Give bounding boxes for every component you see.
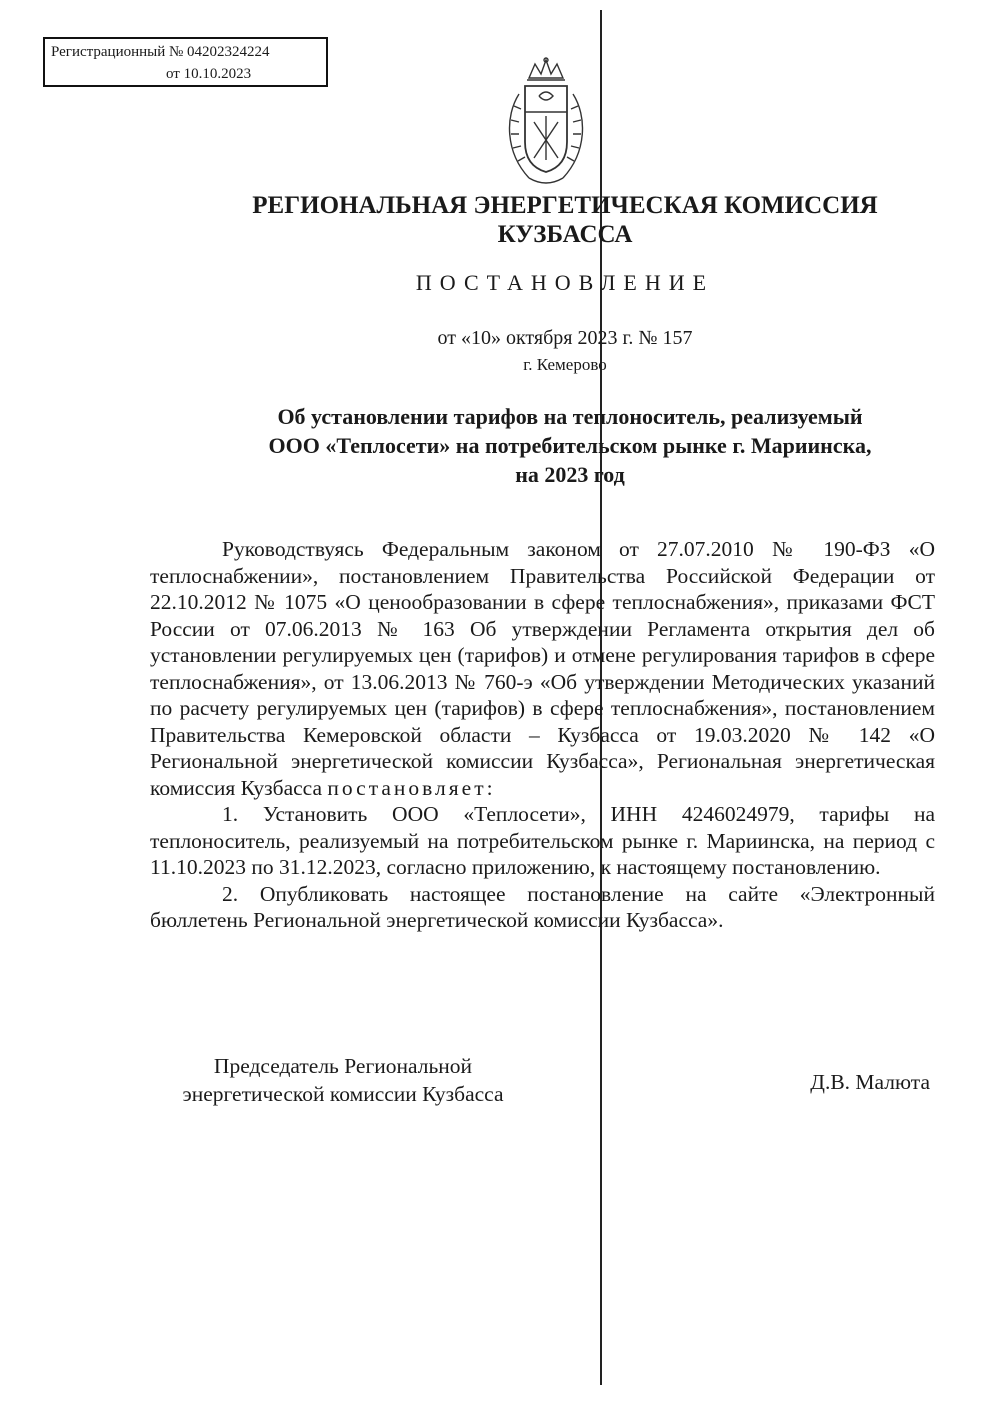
item-2-paragraph: 2. Опубликовать настоящее постановление на сайте «Электронный бюллетень Региональной энергетической комиссии Кузбасса». bbox=[150, 881, 935, 932]
resolves-word: постановляет: bbox=[327, 775, 496, 800]
signer-name: Д.В. Малюта bbox=[810, 1070, 930, 1094]
document-body bbox=[150, 536, 935, 934]
subject-line2: ООО «Теплосети» на потребительском рынке г. Мариинска, bbox=[268, 433, 872, 458]
organization-title-line1: РЕГИОНАЛЬНАЯ ЭНЕРГЕТИЧЕСКАЯ КОМИССИЯ bbox=[252, 192, 878, 219]
signer-position-line1: Председатель Региональной bbox=[213, 1054, 473, 1078]
document-type: ПОСТАНОВЛЕНИЕ bbox=[415, 270, 715, 295]
item-1-paragraph: 1. Установить ООО «Теплосети», ИНН 4246024979, тарифы на теплоноситель, реализуемый на потребительском рынке г. Мариинска, на период с 11.10.2023 по 31.12.2023, согласно приложению, к настоящему постановлению. bbox=[150, 802, 935, 879]
registration-number: Регистрационный № 04202324224 bbox=[51, 44, 270, 60]
subject-line1: Об установлении тарифов на теплоноситель, реализуемый bbox=[277, 404, 863, 429]
document-subject bbox=[210, 402, 930, 489]
document-city: г. Кемерово bbox=[523, 355, 607, 374]
registration-date: от 10.10.2023 bbox=[166, 66, 252, 82]
organization-title bbox=[230, 191, 900, 249]
preamble-paragraph bbox=[150, 536, 935, 801]
signer-position-line2: энергетической комиссии Кузбасса bbox=[182, 1082, 504, 1106]
coat-of-arms-icon bbox=[499, 56, 593, 190]
subject-line3: на 2023 год bbox=[515, 462, 625, 487]
document-date-number: от «10» октября 2023 г. № 157 bbox=[437, 327, 693, 349]
preamble-text: Руководствуясь Федеральным законом от 27.07.2010 № 190-ФЗ «О теплоснабжении», постановлением Правительства Российской Федерации от 22.10.2012 № 1075 «О ценообразовании в сфере теплоснабжения», приказами ФСТ России от 07.06.2013 № 163 Об утверждении Регламента открытия дел об установлении регулируемых цен (тарифов) и отмене регулирования тарифов в сфере теплоснабжения», от 13.06.2013 № 760-э «Об утверждении Методических указаний по расчету регулируемых цен (тарифов) в сфере теплоснабжения», постановлением Правительства Кемеровской области – Кузбасса от 19.03.2020 № 142 «О Региональной энергетической комиссии Кузбасса», Региональная энергетическая комиссия Кузбасса bbox=[150, 537, 935, 800]
registration-stamp bbox=[43, 37, 328, 87]
organization-title-line2: КУЗБАССА bbox=[497, 221, 633, 248]
signer-position bbox=[153, 1052, 533, 1108]
